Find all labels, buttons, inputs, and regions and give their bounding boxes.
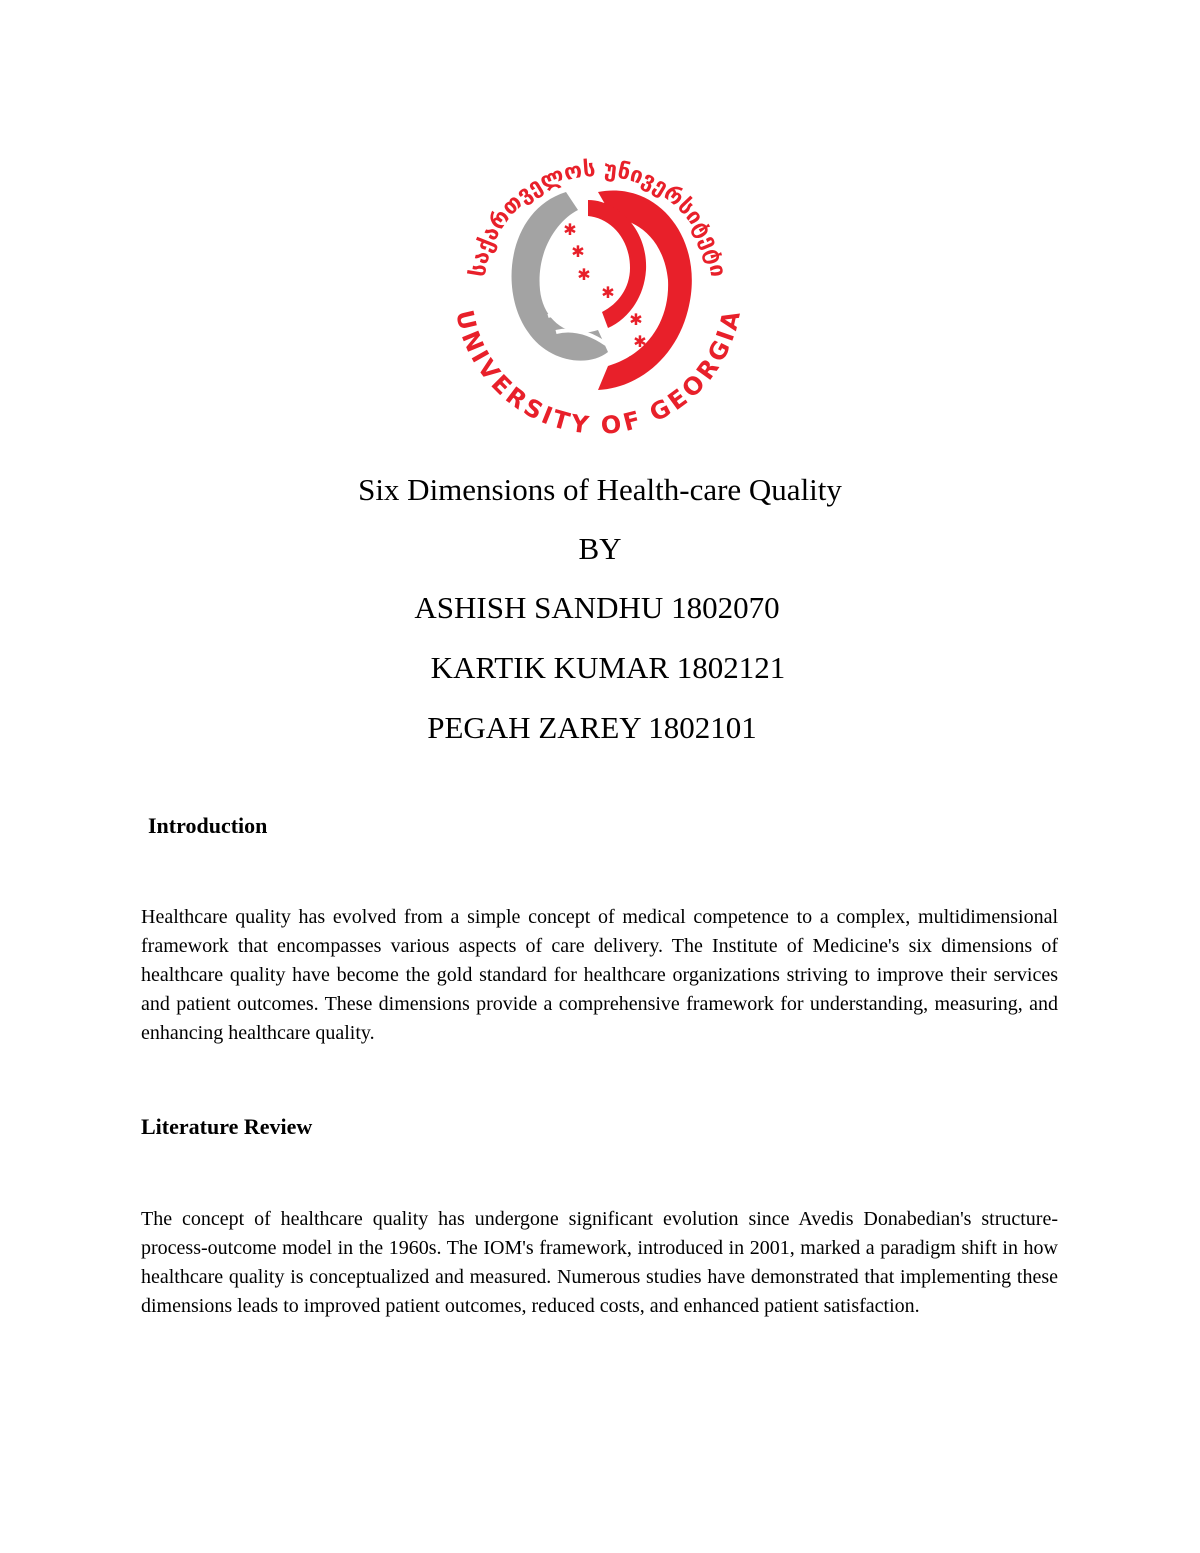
- introduction-heading: Introduction: [148, 813, 268, 838]
- author-3: PEGAH ZAREY 1802101: [427, 710, 757, 745]
- svg-text:✱: ✱: [563, 220, 577, 239]
- by-line: BY: [578, 531, 622, 566]
- logo-english-text: UNIVERSITY OF GEORGIA: [449, 307, 747, 440]
- university-logo: [448, 140, 748, 440]
- svg-text:✱: ✱: [601, 283, 615, 302]
- svg-text:✱: ✱: [629, 310, 643, 329]
- svg-text:✱: ✱: [577, 265, 591, 284]
- author-1: ASHISH SANDHU 1802070: [414, 590, 780, 625]
- author-2: KARTIK KUMAR 1802121: [430, 650, 786, 685]
- logo-georgian-text: საქართველოს უნივერსიტეტი: [465, 156, 731, 279]
- literature-review-paragraph: The concept of healthcare quality has undergone significant evolution since Avedis Donabedian's structure-process-outcome model in the 1960s. The IOM's framework, introduced in 2001, marked a paradigm shift in how healthcare quality is conceptualized and measured. Numerous studies have demonstrated that implementing these dimensions leads to improved patient outcomes, reduced costs, and enhanced patient satisfaction.: [141, 1208, 1058, 1317]
- svg-text:✱: ✱: [571, 242, 585, 261]
- svg-text:✱: ✱: [633, 332, 647, 351]
- svg-text:✱: ✱: [627, 351, 641, 370]
- literature-review-heading: Literature Review: [141, 1114, 313, 1139]
- introduction-paragraph: Healthcare quality has evolved from a simple concept of medical competence to a complex, multidimensional framework that encompasses various aspects of care delivery. The Institute of Medicine's six dimensions of healthcare quality have become the gold standard for healthcare organizations striving to improve their services and patient outcomes. These dimensions provide a comprehensive framework for understanding, measuring, and enhancing healthcare quality.: [141, 906, 1058, 1044]
- document-title: Six Dimensions of Health-care Quality: [358, 472, 842, 507]
